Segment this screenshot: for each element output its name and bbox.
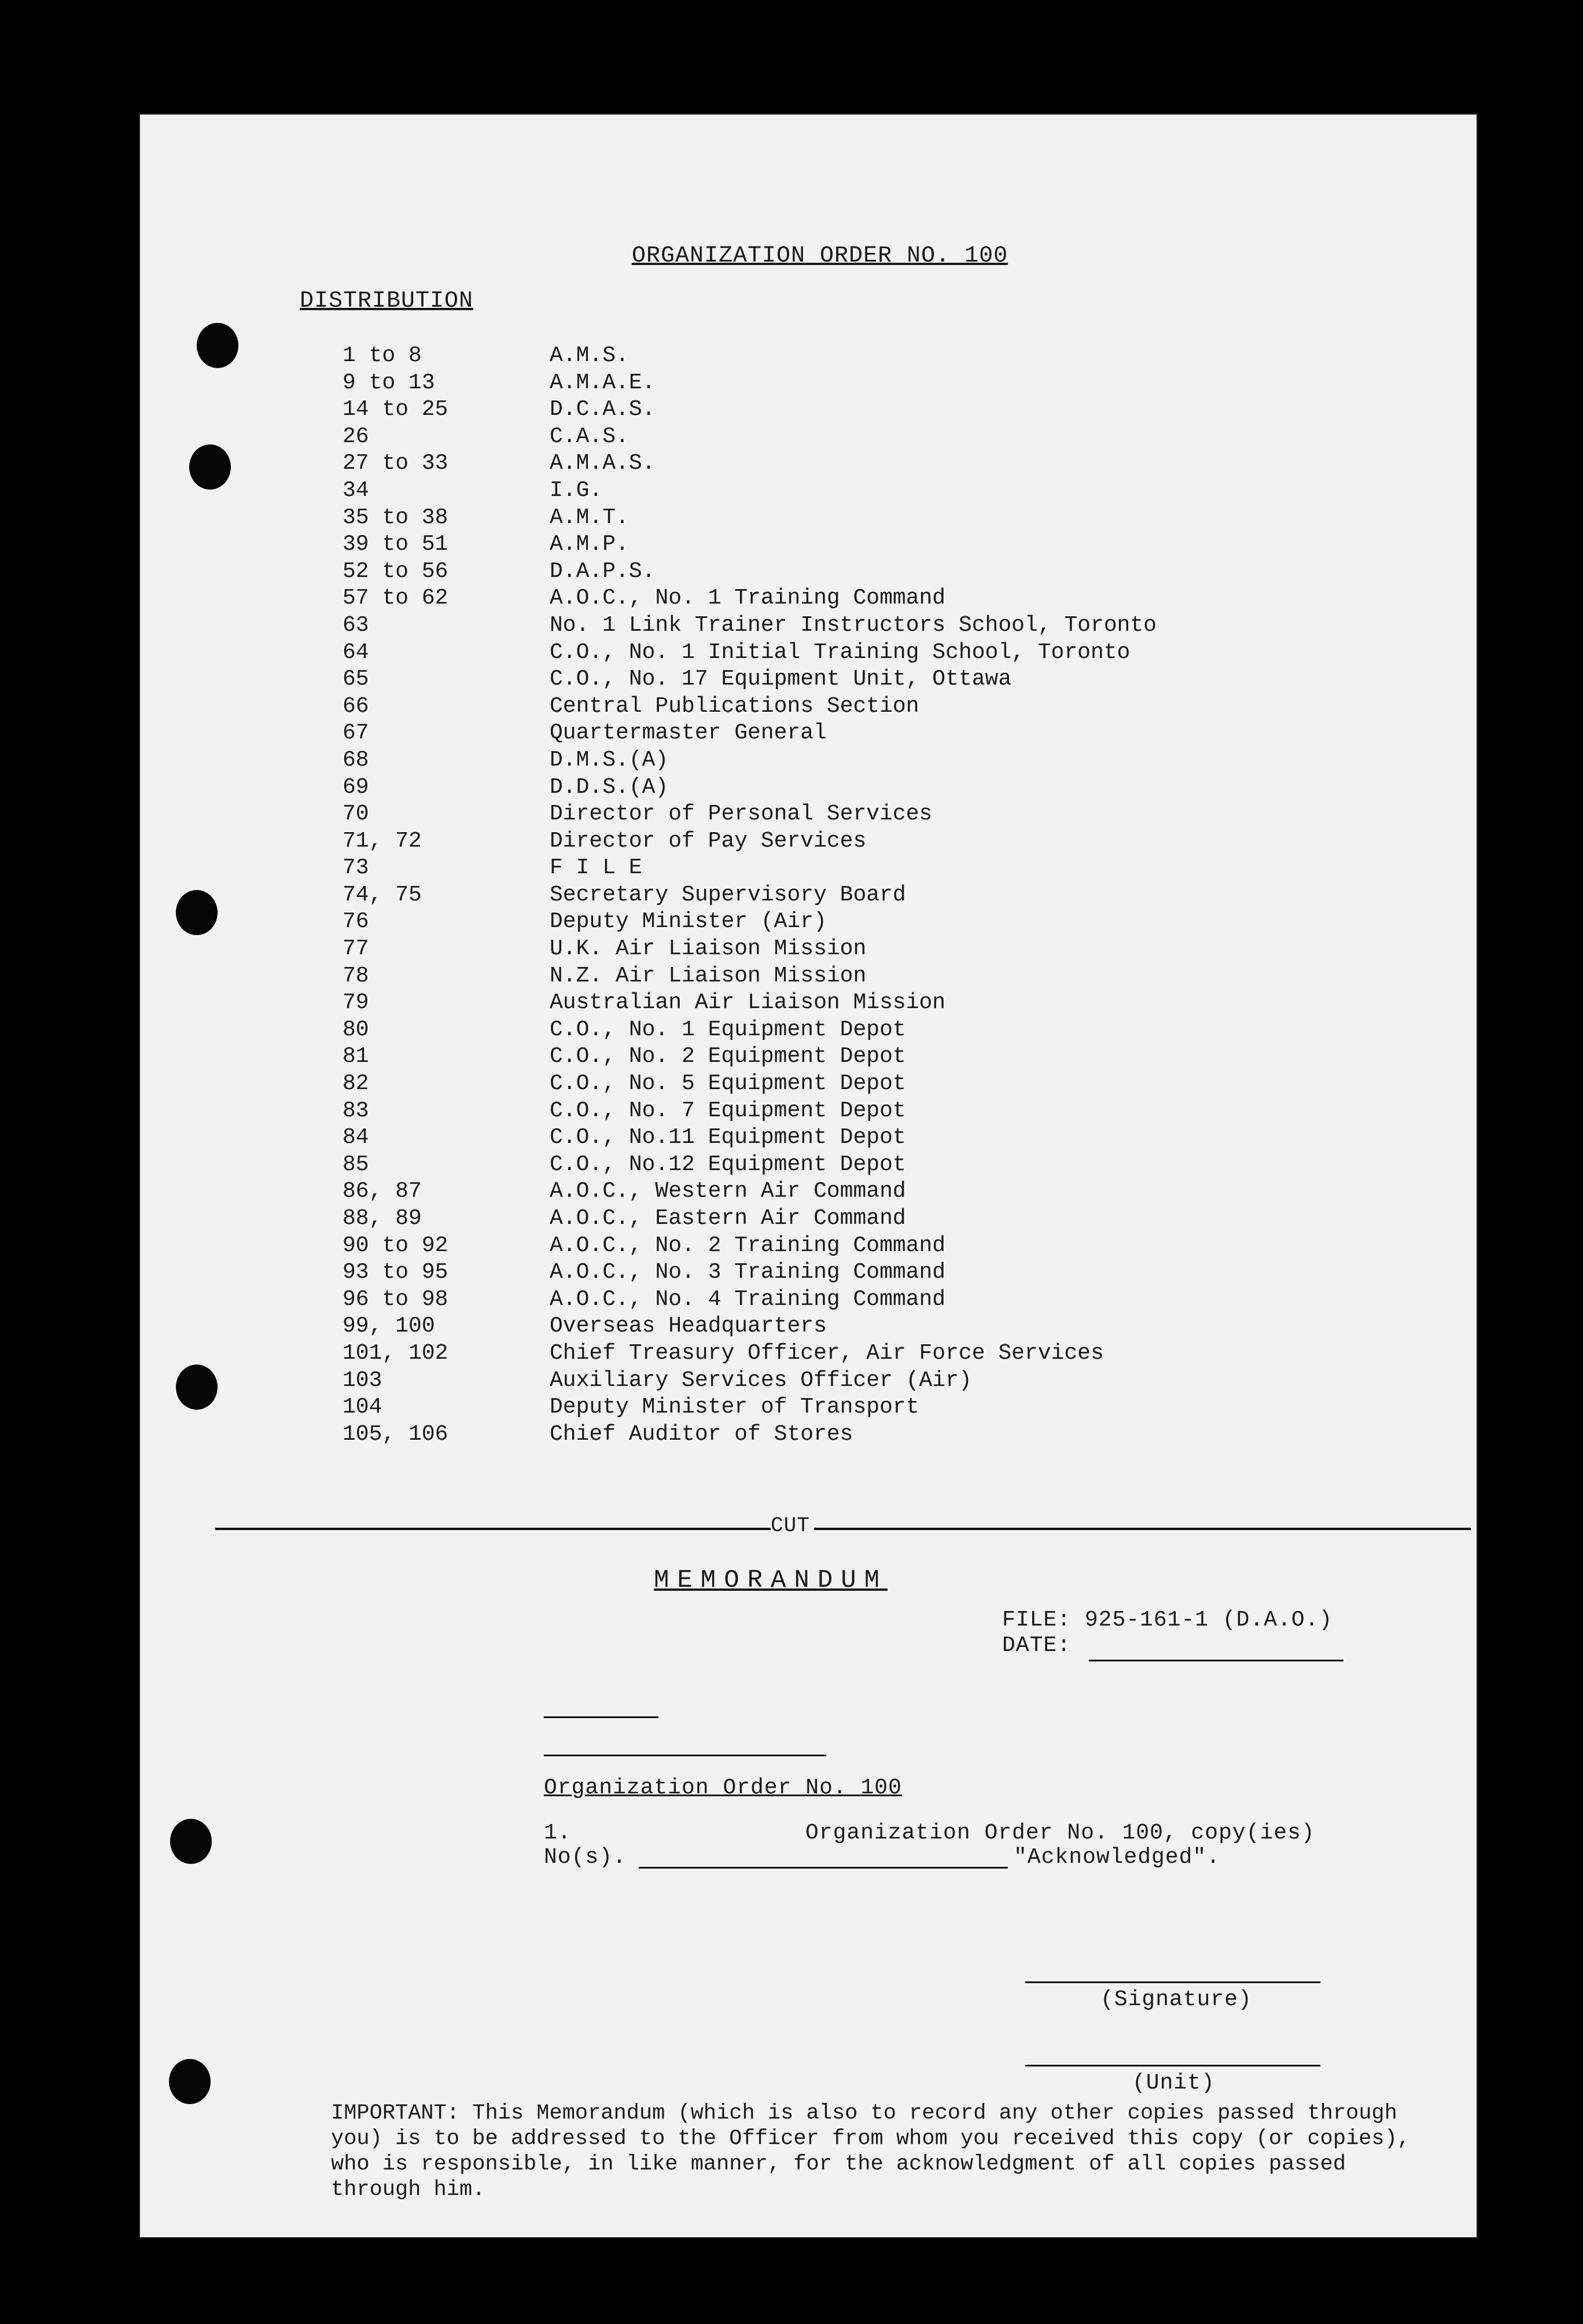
copy-numbers: 90 to 92 [343,1233,448,1258]
important-text: This Memorandum (which is also to record any other copies passed through you) is to be addressed to the Officer from whom you received this copy (or copies), who is responsible, in like manner, for the acknowledgment of all copies passed through him. [331,2101,1411,2202]
memo-subject: Organization Order No. 100 [544,1775,902,1800]
copy-numbers: 64 [343,639,369,665]
recipient: Chief Treasury Officer, Air Force Services [550,1340,1104,1366]
copy-numbers: 78 [343,963,369,988]
file-reference [1002,1608,1332,1632]
recipient: C.O., No. 7 Equipment Depot [550,1098,906,1123]
recipient: A.O.C., Western Air Command [550,1179,906,1204]
recipient: A.O.C., No. 4 Training Command [550,1286,946,1312]
document-title: ORGANIZATION ORDER NO. 100 [632,243,1008,269]
copy-numbers: 1 to 8 [343,343,422,368]
paragraph-number: 1. [544,1821,572,1845]
recipient: C.A.S. [550,424,629,449]
copy-numbers: 103 [343,1367,382,1393]
recipient: I.G. [550,477,603,503]
recipient: D.A.P.S. [550,558,656,584]
date-blank-line [1089,1660,1343,1661]
recipient: A.M.P. [550,532,629,557]
copy-numbers-blank-line [639,1867,1008,1869]
recipient: C.O., No. 5 Equipment Depot [550,1071,906,1097]
recipient: Quartermaster General [550,720,827,746]
copy-numbers: 52 to 56 [343,558,448,584]
distribution-label: DISTRIBUTION [300,288,474,314]
copy-numbers: 99, 100 [343,1314,435,1339]
copy-numbers: 34 [343,477,369,503]
copy-numbers: 68 [343,747,369,773]
recipient: D.M.S.(A) [550,747,669,773]
recipient: A.M.S. [550,343,629,368]
copy-numbers: 27 to 33 [343,451,448,476]
copy-numbers-label: No(s). [544,1845,627,1870]
copy-numbers: 85 [343,1152,369,1177]
punch-hole [197,323,238,368]
copy-numbers: 93 to 95 [343,1260,448,1285]
date-label: DATE: [1002,1633,1072,1658]
copy-numbers: 71, 72 [343,828,422,854]
paragraph-text: Organization Order No. 100, copy(ies) [805,1821,1315,1845]
file-label: FILE: [1002,1608,1072,1632]
copy-numbers: 39 to 51 [343,532,448,557]
recipient: A.O.C., Eastern Air Command [550,1206,906,1231]
cut-label: CUT [771,1514,810,1538]
recipient: No. 1 Link Trainer Instructors School, Toronto [550,612,1157,638]
recipient: A.O.C., No. 3 Training Command [550,1260,946,1285]
punch-hole [189,444,231,490]
copy-numbers: 84 [343,1125,369,1150]
recipient: A.O.C., No. 2 Training Command [550,1233,946,1258]
recipient: D.D.S.(A) [550,774,669,800]
copy-numbers: 79 [343,990,369,1016]
document-page [140,115,1477,2237]
recipient: Central Publications Section [550,693,919,719]
copy-numbers: 9 to 13 [343,370,435,395]
copy-numbers: 67 [343,720,369,746]
copy-numbers: 80 [343,1017,369,1042]
recipient: Deputy Minister (Air) [550,909,827,935]
copy-numbers: 35 to 38 [343,505,448,530]
copy-numbers: 74, 75 [343,882,422,907]
copy-numbers: 81 [343,1044,369,1069]
punch-hole [170,1819,212,1864]
copy-numbers: 88, 89 [343,1206,422,1231]
unit-blank-line [1025,2065,1320,2066]
copy-numbers: 63 [343,612,369,638]
copy-numbers: 57 to 62 [343,586,448,611]
important-label: IMPORTANT: [331,2101,460,2126]
recipient: C.O., No.11 Equipment Depot [550,1125,906,1150]
recipient: Secretary Supervisory Board [550,882,906,907]
punch-hole [169,2059,211,2104]
recipient: Director of Personal Services [550,801,933,827]
recipient: D.C.A.S. [550,397,656,422]
copy-numbers: 76 [343,909,369,935]
recipient: Auxiliary Services Officer (Air) [550,1367,972,1393]
copy-numbers: 14 to 25 [343,397,448,422]
copy-numbers: 65 [343,667,369,692]
copy-numbers: 101, 102 [343,1340,448,1366]
copy-numbers: 26 [343,424,369,449]
important-notice [331,2101,1413,2202]
signature-blank-line [1025,1981,1320,1983]
copy-numbers: 73 [343,855,369,881]
recipient: C.O., No.12 Equipment Depot [550,1152,906,1177]
copy-numbers: 77 [343,936,369,962]
memorandum-heading: MEMORANDUM [654,1566,888,1595]
copy-numbers: 105, 106 [343,1421,448,1447]
copy-numbers: 104 [343,1395,382,1420]
recipient: Australian Air Liaison Mission [550,990,946,1016]
signature-label: (Signature) [1100,1987,1252,2012]
recipient: A.O.C., No. 1 Training Command [550,586,946,611]
recipient: C.O., No. 17 Equipment Unit, Ottawa [550,667,1012,692]
copy-numbers: 83 [343,1098,369,1123]
copy-numbers: 82 [343,1071,369,1097]
address-blank-line [544,1755,826,1756]
copy-numbers: 66 [343,693,369,719]
recipient: A.M.T. [550,505,629,530]
file-value: 925-161-1 (D.A.O.) [1084,1608,1333,1632]
punch-hole [176,1365,218,1410]
cut-line-left [215,1528,771,1530]
acknowledged-text: "Acknowledged". [1014,1845,1221,1870]
recipient: Overseas Headquarters [550,1314,827,1339]
unit-label: (Unit) [1132,2071,1215,2095]
recipient: Director of Pay Services [550,828,867,854]
copy-numbers: 86, 87 [343,1179,422,1204]
cut-line-right [814,1528,1471,1530]
recipient: U.K. Air Liaison Mission [550,936,867,962]
recipient: Deputy Minister of Transport [550,1395,919,1420]
copy-numbers: 96 to 98 [343,1286,448,1312]
recipient: N.Z. Air Liaison Mission [550,963,867,988]
copy-numbers: 69 [343,774,369,800]
recipient: Chief Auditor of Stores [550,1421,853,1447]
recipient: C.O., No. 2 Equipment Depot [550,1044,906,1069]
recipient: C.O., No. 1 Initial Training School, Toronto [550,639,1131,665]
punch-hole [176,890,218,935]
address-blank-line [544,1716,658,1718]
recipient: A.M.A.E. [550,370,656,395]
copy-numbers: 70 [343,801,369,827]
recipient: A.M.A.S. [550,451,656,476]
recipient: C.O., No. 1 Equipment Depot [550,1017,906,1042]
recipient: F I L E [550,855,642,881]
